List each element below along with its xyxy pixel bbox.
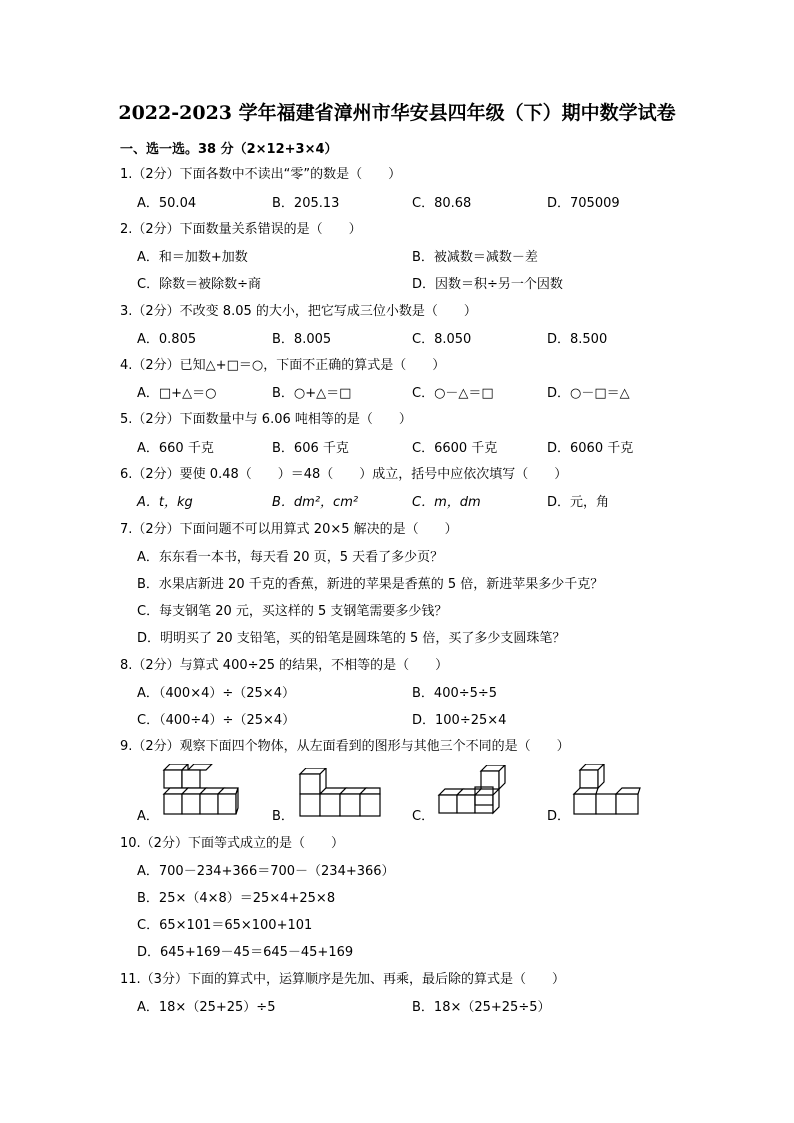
- cube-figure-c: [437, 765, 507, 817]
- question-4-option-d[interactable]: D．○－□＝△: [547, 386, 630, 401]
- page-title: 2022-2023 学年福建省漳州市华安县四年级（下）期中数学试卷: [118, 102, 676, 124]
- question-5-option-d[interactable]: D．6060 千克: [547, 441, 634, 456]
- question-5-option-c[interactable]: C．6600 千克: [412, 441, 498, 456]
- cube-figure-d: [572, 764, 642, 820]
- question-9-option-a[interactable]: A．: [137, 809, 159, 824]
- question-7-option-d[interactable]: D．明明买了 20 支铅笔，买的铅笔是圆珠笔的 5 倍，买了多少支圆珠笔？: [137, 631, 566, 646]
- question-6-option-b[interactable]: B．dm²，cm²: [272, 495, 359, 510]
- question-3-option-d[interactable]: D．8.500: [547, 332, 608, 347]
- question-8-option-c[interactable]: C．（400÷4）÷（25×4）: [137, 713, 296, 728]
- question-5-option-a[interactable]: A．660 千克: [137, 441, 214, 456]
- question-10-stem: 10.（2分）下面等式成立的是（ ）: [120, 836, 344, 851]
- question-4-stem: 4.（2分）已知△+□＝○，下面不正确的算式是（ ）: [120, 358, 446, 373]
- question-10-option-c[interactable]: C．65×101＝65×100+101: [137, 918, 313, 933]
- question-3-option-b[interactable]: B．8.005: [272, 332, 332, 347]
- question-7-stem: 7.（2分）下面问题不可以用算式 20×5 解决的是（ ）: [120, 522, 458, 537]
- cube-figure-b: [296, 768, 382, 820]
- cube-figure-a: [158, 764, 240, 820]
- question-3-option-c[interactable]: C．8.050: [412, 332, 472, 347]
- question-11-option-a[interactable]: A．18×（25+25）÷5: [137, 1000, 276, 1015]
- question-8-option-a[interactable]: A．（400×4）÷（25×4）: [137, 686, 295, 701]
- question-10-option-b[interactable]: B．25×（4×8）＝25×4+25×8: [137, 891, 336, 906]
- question-10-option-a[interactable]: A．700－234+366＝700－（234+366）: [137, 864, 395, 879]
- question-2-option-b[interactable]: B．被减数＝减数－差: [412, 250, 538, 265]
- question-1-option-c[interactable]: C．80.68: [412, 196, 472, 211]
- question-1-stem: 1.（2分）下面各数中不读出“零”的数是（ ）: [120, 167, 402, 182]
- question-7-option-c[interactable]: C．每支钢笔 20 元，买这样的 5 支钢笔需要多少钱？: [137, 604, 448, 619]
- question-1-option-d[interactable]: D．705009: [547, 196, 620, 211]
- question-8-option-d[interactable]: D．100÷25×4: [412, 713, 507, 728]
- question-3-stem: 3.（2分）不改变 8.05 的大小，把它写成三位小数是（ ）: [120, 304, 477, 319]
- question-2-option-a[interactable]: A．和＝加数+加数: [137, 250, 248, 265]
- question-6-option-a[interactable]: A．t，kg: [137, 495, 193, 510]
- question-4-option-b[interactable]: B．○+△＝□: [272, 386, 352, 401]
- question-4-option-a[interactable]: A．□+△＝○: [137, 386, 217, 401]
- question-4-option-c[interactable]: C．○－△＝□: [412, 386, 494, 401]
- question-7-option-a[interactable]: A．东东看一本书，每天看 20 页，5 天看了多少页？: [137, 550, 444, 565]
- question-8-stem: 8.（2分）与算式 400÷25 的结果，不相等的是（ ）: [120, 658, 449, 673]
- question-3-option-a[interactable]: A．0.805: [137, 332, 197, 347]
- question-9-option-c[interactable]: C．: [412, 809, 435, 824]
- question-7-option-b[interactable]: B．水果店新进 20 千克的香蕉，新进的苹果是香蕉的 5 倍，新进苹果多少千克？: [137, 577, 604, 592]
- question-6-option-d[interactable]: D．元，角: [547, 495, 610, 510]
- question-9-option-d[interactable]: D．: [547, 809, 571, 824]
- question-10-option-d[interactable]: D．645+169－45＝645－45+169: [137, 945, 354, 960]
- question-2-option-c[interactable]: C．除数＝被除数÷商: [137, 277, 261, 292]
- question-1-option-a[interactable]: A．50.04: [137, 196, 197, 211]
- question-6-option-c[interactable]: C．m，dm: [412, 495, 481, 510]
- question-2-stem: 2.（2分）下面数量关系错误的是（ ）: [120, 222, 362, 237]
- section-heading: 一、选一选。38 分（2×12+3×4）: [120, 142, 338, 157]
- question-6-stem: 6.（2分）要使 0.48（ ）＝48（ ）成立，括号中应依次填写（ ）: [120, 467, 568, 482]
- question-11-option-b[interactable]: B．18×（25+25÷5）: [412, 1000, 551, 1015]
- question-9-stem: 9.（2分）观察下面四个物体，从左面看到的图形与其他三个不同的是（ ）: [120, 739, 570, 754]
- question-5-option-b[interactable]: B．606 千克: [272, 441, 349, 456]
- question-11-stem: 11.（3分）下面的算式中，运算顺序是先加、再乘，最后除的算式是（ ）: [120, 972, 565, 987]
- question-1-option-b[interactable]: B．205.13: [272, 196, 340, 211]
- question-2-option-d[interactable]: D．因数＝积÷另一个因数: [412, 277, 563, 292]
- question-5-stem: 5.（2分）下面数量中与 6.06 吨相等的是（ ）: [120, 412, 412, 427]
- question-8-option-b[interactable]: B．400÷5÷5: [412, 686, 498, 701]
- question-9-option-b[interactable]: B．: [272, 809, 294, 824]
